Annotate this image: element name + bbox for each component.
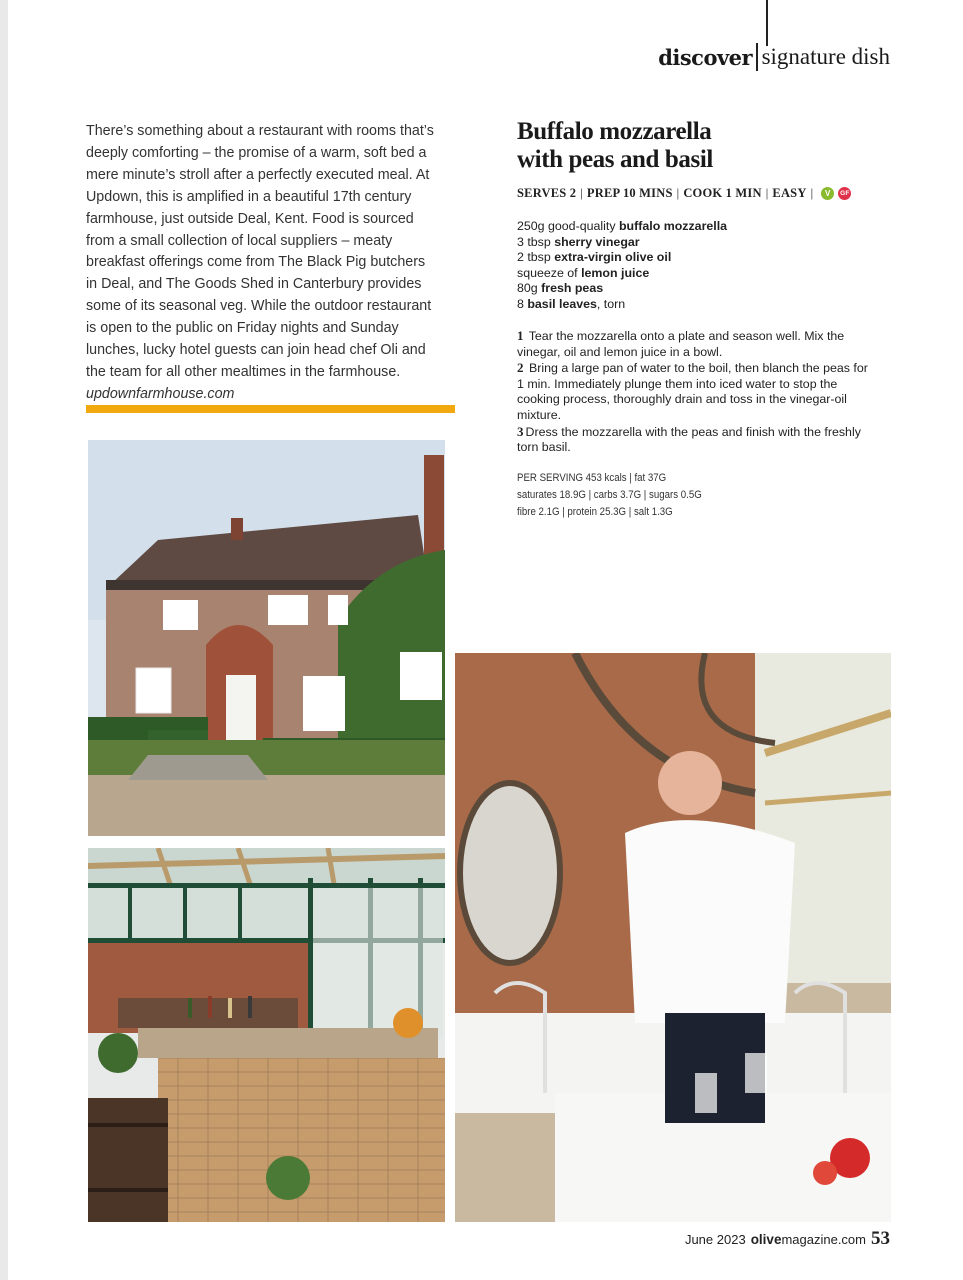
website-link[interactable]: updownfarmhouse.com <box>86 384 235 402</box>
ingredient-item: 3 tbsp sherry vinegar <box>517 234 640 249</box>
outdoor-bar-photo <box>88 848 445 1222</box>
recipe-title-line2: with peas and basil <box>517 146 713 173</box>
nutrition-line: PER SERVING 453 kcals | fat 37G <box>517 472 667 484</box>
section-label: discover <box>658 44 753 70</box>
farmhouse-photo <box>88 440 445 836</box>
method-step <box>517 424 877 456</box>
serves: SERVES 2 <box>517 186 577 200</box>
intro-text <box>86 120 436 405</box>
recipe-title <box>517 118 877 174</box>
recipe-meta <box>517 186 851 201</box>
subsection-label: signature dish <box>761 44 890 69</box>
header-divider <box>756 43 758 71</box>
issue-date: June 2023 <box>684 1232 746 1247</box>
intro-paragraph: There’s something about a restaurant with rooms that’s deeply comforting – the promise of a warm, soft bed a mere minute’s stroll after a perfectly executed meal. At Updown, this is amplified in a beautiful 17th century farmhouse, just outside Deal, Kent. Food is sourced from a small collection of local suppliers – meaty breakfast offerings come from The Black Pig butchers in Deal, and The Goods Shed in Canterbury provides some of its seasonal veg. While the outdoor restaurant is open to the public on Friday nights and Sunday lunches, lucky hotel guests can join head chef Oli and the team for all other mealtimes in the farmhouse. <box>86 122 434 380</box>
ingredient-item: 8 basil leaves, torn <box>517 296 626 311</box>
meta-separator: | <box>765 186 769 200</box>
page-number: 53 <box>871 1228 890 1249</box>
ingredient-item: 80g fresh peas <box>517 281 604 296</box>
method-step <box>517 360 877 423</box>
step-number: 1 <box>517 328 524 343</box>
page-footer <box>685 1228 890 1250</box>
step-number: 2 <box>517 360 524 376</box>
method-step <box>517 328 877 360</box>
meta-separator: | <box>810 186 814 200</box>
step-text: Bring a large pan of water to the boil, then blanch the peas for 1 min. Immediately plunge them into iced water to stop the cooking process, thoroughly drain and toss in the vinegar-oil mixture. <box>517 361 868 422</box>
ingredient-item: 2 tbsp extra-virgin olive oil <box>517 250 672 265</box>
gluten-free-badge-icon: GF <box>838 187 851 200</box>
method-steps <box>517 328 877 456</box>
step-number: 3 <box>517 423 524 439</box>
prep-time: PREP 10 MINS <box>586 186 673 200</box>
section-header <box>658 40 890 74</box>
nutrition-line: fibre 2.1G | protein 25.3G | salt 1.3G <box>517 506 673 518</box>
ingredients-list <box>517 219 877 313</box>
nutrition-info <box>517 470 834 521</box>
vegetarian-badge-icon: V <box>821 187 834 200</box>
ingredient-item: 250g good-quality buffalo mozzarella <box>517 219 728 233</box>
ingredient-item: squeeze of lemon juice <box>517 265 650 280</box>
nutrition-line: saturates 18.9G | carbs 3.7G | sugars 0.5G <box>517 489 702 501</box>
brand-domain: magazine.com <box>781 1232 866 1247</box>
difficulty: EASY <box>772 186 807 200</box>
brand-name: olive <box>750 1232 782 1247</box>
chef-photo <box>455 653 891 1222</box>
meta-separator: | <box>676 186 680 200</box>
accent-bar <box>86 405 455 413</box>
recipe-title-line1: Buffalo mozzarella <box>517 118 712 145</box>
meta-separator: | <box>580 186 583 200</box>
cook-time: COOK 1 MIN <box>683 186 762 200</box>
step-text: Dress the mozzarella with the peas and finish with the freshly torn basil. <box>517 424 861 455</box>
page-edge <box>0 0 8 1280</box>
step-text: Tear the mozzarella onto a plate and season well. Mix the vinegar, oil and lemon juice in a bowl. <box>517 329 845 359</box>
